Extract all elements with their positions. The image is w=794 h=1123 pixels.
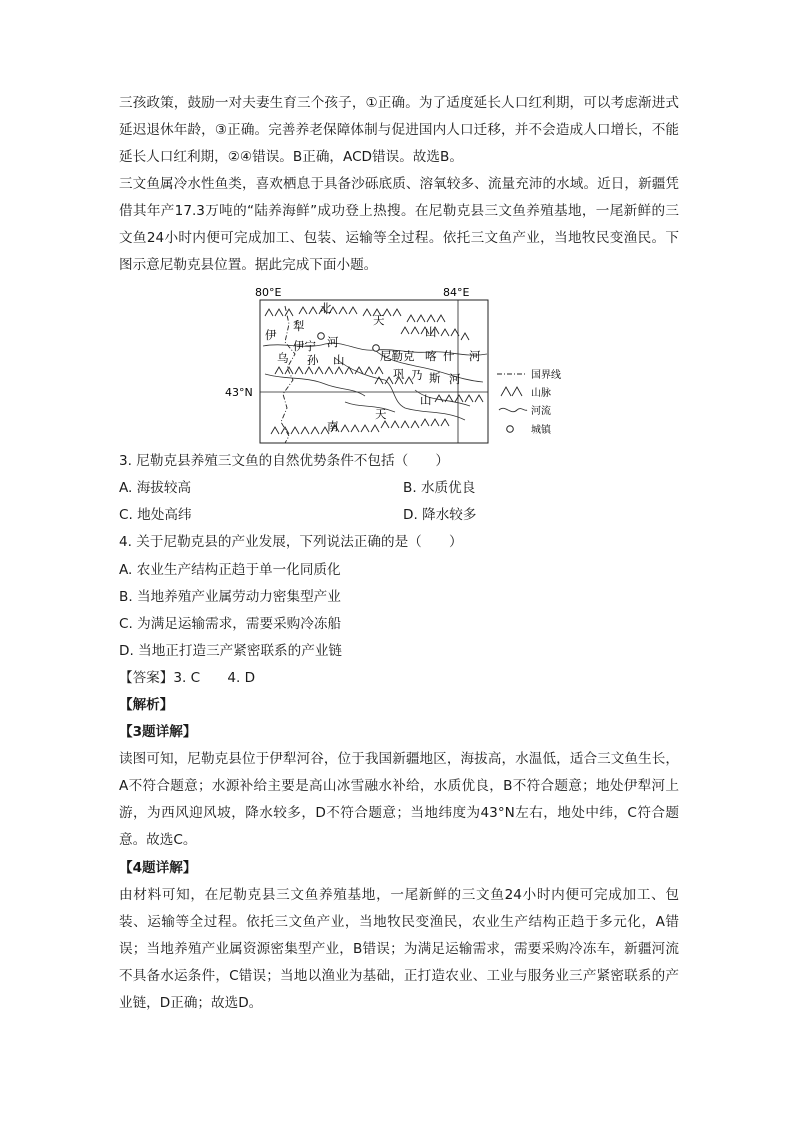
label-shan-north: 山	[425, 325, 437, 339]
q4-option-b: B. 当地养殖产业属劳动力密集型产业	[119, 589, 341, 605]
q4-option-c: C. 为满足运输需求，需要采购冷冻船	[119, 616, 342, 632]
q4-stem: 4. 关于尼勒克县的产业发展，下列说法正确的是（ ）	[119, 534, 463, 550]
q4-option-a: A. 农业生产结构正趋于单一化同质化	[119, 562, 341, 578]
label-wusun-shan: 山	[333, 353, 345, 367]
analysis-heading: 【解析】	[119, 697, 174, 713]
label-gong: 巩	[393, 367, 405, 381]
legend-border-label: 国界线	[531, 370, 561, 381]
yining-town-marker	[318, 333, 325, 340]
label-tian-south: 天	[375, 407, 387, 421]
nileke-town-marker	[373, 345, 380, 352]
label-shan-south: 山	[420, 393, 432, 407]
q4-option-d: D. 当地正打造三产紧密联系的产业链	[119, 643, 343, 659]
q3-stem: 3. 尼勒克县养殖三文鱼的自然优势条件不包括（ ）	[119, 453, 449, 469]
legend-town-label: 城镇	[531, 425, 551, 436]
q4-detail-text: 由材料可知，在尼勒克县三文鱼养殖基地，一尾新鲜的三文鱼24小时内便可完成加工、包装、运输等全过程。依托三文鱼产业，当地牧民变渔民，农业生产结构正趋于多元化，A错误；当地养殖产业属资源密集型产业，B错误；为满足运输需求，需要采购冷冻车，新疆河流不具备水运条件，C错误；当地以渔业为基础，正打造农业、工业与服务业三产紧密联系的产业链，D正确；故选D。	[119, 887, 679, 1011]
label-ka: 喀	[425, 349, 437, 363]
material-paragraph: 三文鱼属冷水性鱼类，喜欢栖息于具备沙砾底质、溶氧较多、流量充沛的水域。近日，新疆凭借其年产17.3万吨的“陆养海鲜”成功登上热搜。在尼勒克县三文鱼养殖基地，一尾新鲜的三文鱼24小时内便可完成加工、包装、运输等全过程。依托三文鱼产业，当地牧民变渔民。下图示意尼勒克县位置。据此完成下面小题。	[119, 176, 679, 273]
lon-left-label: 80°E	[255, 286, 282, 299]
q3-option-b: B. 水质优良	[403, 480, 476, 496]
intro-paragraph: 三孩政策，鼓励一对夫妻生育三个孩子，①正确。为了适度延长人口红利期，可以考虑渐进式延迟退休年龄，③正确。完善养老保障体制与促进国内人口迁移，并不会造成人口增长，不能延长人口红利期，②④错误。B正确，ACD错误。故选B。	[119, 95, 679, 165]
label-he: 河	[327, 335, 339, 349]
label-gongnaisi-he: 河	[449, 372, 461, 386]
legend-river-label: 河流	[531, 406, 551, 417]
label-bei: 北	[320, 301, 332, 315]
q3-option-c: C. 地处高纬	[119, 507, 192, 523]
label-tian-north: 天	[373, 313, 385, 327]
label-si: 斯	[429, 371, 441, 385]
label-li: 犁	[293, 319, 305, 333]
legend-mountain-label: 山脉	[531, 388, 551, 399]
label-nai: 乃	[411, 368, 423, 382]
answer-line: 【答案】3. C 4. D	[119, 670, 256, 686]
q3-detail-text: 读图可知，尼勒克县位于伊犁河谷，位于我国新疆地区，海拔高，水温低，适合三文鱼生长，A不符合题意；水源补给主要是高山冰雪融水补给，水质优良，B不符合题意；地处伊犁河上游，为西风迎风坡，降水较多，D不符合题意；当地纬度为43°N左右，地处中纬，C符合题意。故选C。	[119, 751, 679, 848]
label-sun: 孙	[307, 353, 319, 367]
label-nileke: 尼勒克	[380, 349, 415, 363]
nileke-location-map	[225, 284, 575, 446]
q3-option-a: A. 海拔较高	[119, 480, 192, 496]
label-kashi-he: 河	[469, 349, 481, 363]
q3-detail-heading: 【3题详解】	[119, 724, 197, 740]
mountain-icon	[501, 387, 522, 396]
label-yi: 伊	[265, 328, 277, 342]
town-icon	[507, 426, 514, 433]
label-wu: 乌	[277, 351, 289, 365]
q4-detail-heading: 【4题详解】	[119, 860, 197, 876]
q3-option-d: D. 降水较多	[403, 507, 477, 523]
lon-right-label: 84°E	[443, 286, 470, 299]
label-nan: 南	[327, 419, 339, 433]
map-legend	[497, 368, 561, 436]
label-shi: 什	[443, 349, 455, 363]
river-icon	[499, 408, 527, 411]
lat-label: 43°N	[225, 386, 253, 399]
label-yining: 伊宁	[293, 339, 316, 353]
